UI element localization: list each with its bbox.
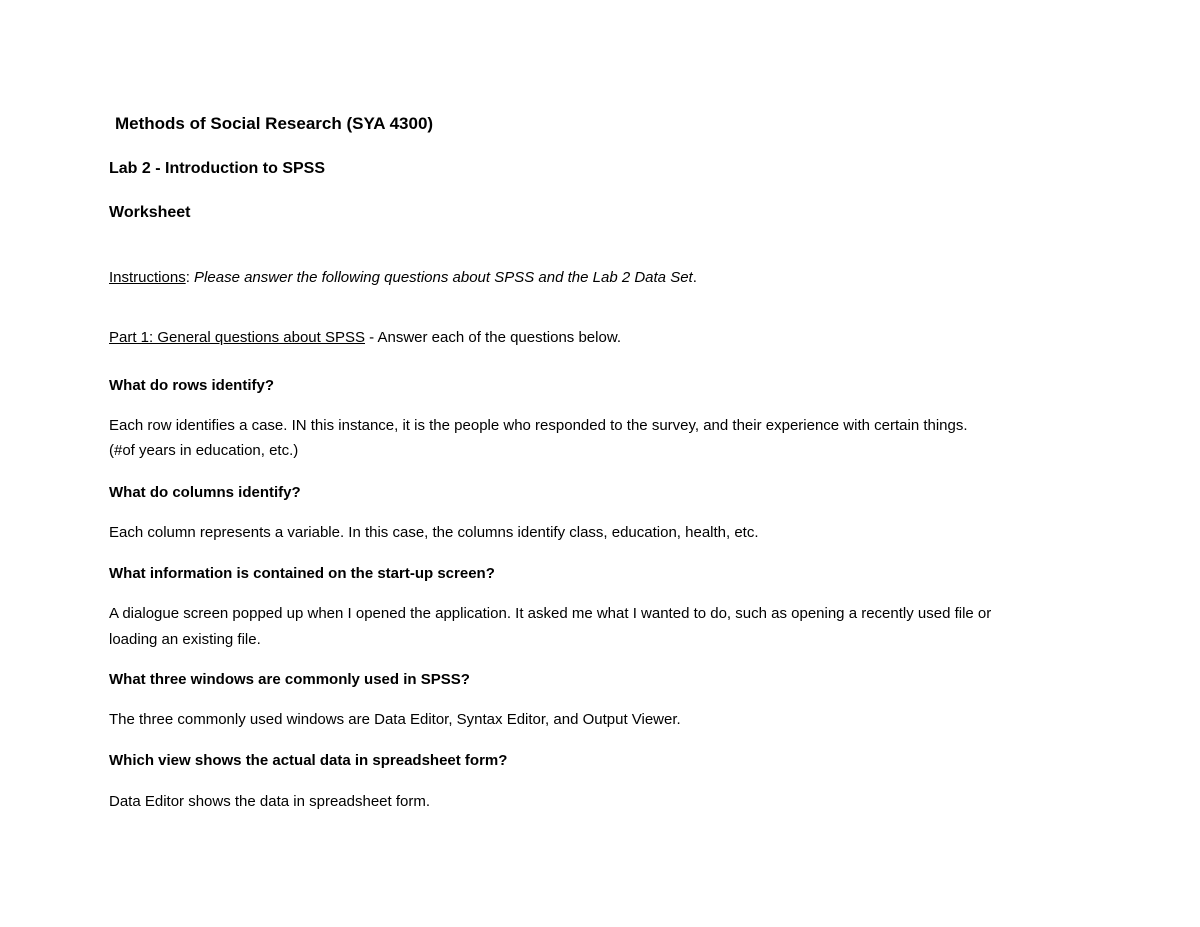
part1-heading: Part 1: General questions about SPSS: [109, 329, 365, 346]
answer-three-windows-line1: The three commonly used windows are Data Editor, Syntax Editor, and Output Viewer.: [109, 711, 681, 728]
question-startup-screen: What information is contained on the start-up screen?: [109, 565, 495, 582]
worksheet-label: Worksheet: [109, 204, 191, 221]
answer-rows-line2: (#of years in education, etc.): [109, 442, 299, 459]
answer-startup-line1: A dialogue screen popped up when I opened the application. It asked me what I wanted to do, such as opening a recently used file or: [109, 605, 992, 622]
answer-rows-line1: Each row identifies a case. IN this instance, it is the people who responded to the survey, and their experience with certain things.: [109, 417, 968, 434]
answer-startup-line2: loading an existing file.: [109, 631, 261, 648]
lab-title: Lab 2 - Introduction to SPSS: [109, 160, 325, 177]
answer-columns-line1: Each column represents a variable. In this case, the columns identify class, education, health, etc.: [109, 524, 759, 541]
instructions-text: Please answer the following questions about SPSS and the Lab 2 Data Set: [194, 269, 693, 286]
instructions-end: .: [692, 269, 697, 286]
question-three-windows: What three windows are commonly used in SPSS?: [109, 671, 470, 688]
instructions-label: Instructions: [109, 269, 186, 286]
answer-spreadsheet-view-line1: Data Editor shows the data in spreadsheet form.: [109, 793, 431, 810]
part1-directive: - Answer each of the questions below.: [365, 329, 621, 346]
part1-line: [109, 329, 621, 347]
course-title: Methods of Social Research (SYA 4300): [115, 114, 434, 133]
instructions-separator: :: [185, 269, 195, 286]
instructions-line: [109, 269, 697, 287]
question-rows: What do rows identify?: [109, 377, 274, 394]
question-spreadsheet-view: Which view shows the actual data in spreadsheet form?: [109, 752, 508, 769]
question-columns: What do columns identify?: [109, 484, 301, 501]
